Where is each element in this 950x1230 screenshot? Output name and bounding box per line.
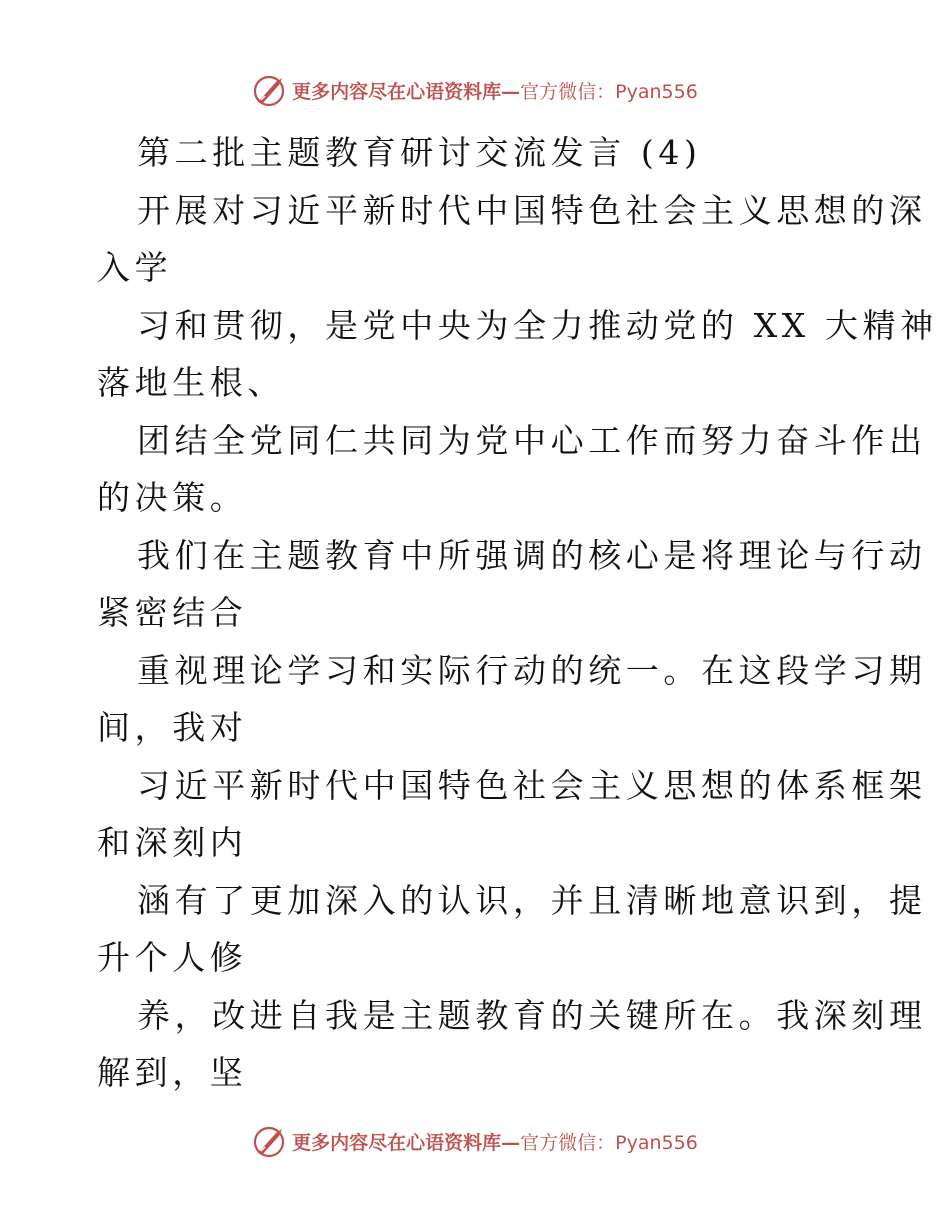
paragraph-line: 间，我对 xyxy=(97,708,248,747)
document-body xyxy=(97,124,938,1102)
paragraph-line: 习近平新时代中国特色社会主义思想的体系框架 xyxy=(137,765,927,805)
paragraph-line: 我们在主题教育中所强调的核心是将理论与行动 xyxy=(137,535,927,575)
paragraph-line: 升个人修 xyxy=(97,938,248,977)
document-title: 第二批主题教育研讨交流发言 (4) xyxy=(137,133,702,172)
paragraph-line: 落地生根、 xyxy=(97,363,285,402)
quill-logo-icon xyxy=(252,72,288,108)
paragraph-line: 入学 xyxy=(97,248,173,287)
paragraph-line: 解到，坚 xyxy=(97,1053,248,1092)
paragraph-line: 团结全党同仁共同为党中心工作而努力奋斗作出 xyxy=(137,420,927,460)
paragraph-line: 开展对习近平新时代中国特色社会主义思想的深 xyxy=(137,190,927,230)
paragraph-line: 养，改进自我是主题教育的关键所在。我深刻理 xyxy=(137,995,927,1035)
quill-logo-icon xyxy=(252,1123,288,1159)
header-watermark xyxy=(0,70,950,110)
paragraph-line: 紧密结合 xyxy=(97,593,248,632)
paragraph-line: 重视理论学习和实际行动的统一。在这段学习期 xyxy=(137,650,927,690)
paragraph-line: 和深刻内 xyxy=(97,823,248,862)
watermark-contact: 官方微信：Pyan556 xyxy=(520,1131,698,1154)
footer-watermark xyxy=(0,1121,950,1161)
paragraph-line: 习和贯彻，是党中央为全力推动党的 XX 大精神 xyxy=(137,305,938,345)
watermark-contact: 官方微信：Pyan556 xyxy=(520,80,698,103)
paragraph-line: 涵有了更加深入的认识，并且清晰地意识到，提 xyxy=(137,880,927,920)
paragraph-line: 的决策。 xyxy=(97,478,248,517)
watermark-text: 更多内容尽在心语资料库— xyxy=(292,80,521,103)
watermark-text: 更多内容尽在心语资料库— xyxy=(292,1131,521,1154)
